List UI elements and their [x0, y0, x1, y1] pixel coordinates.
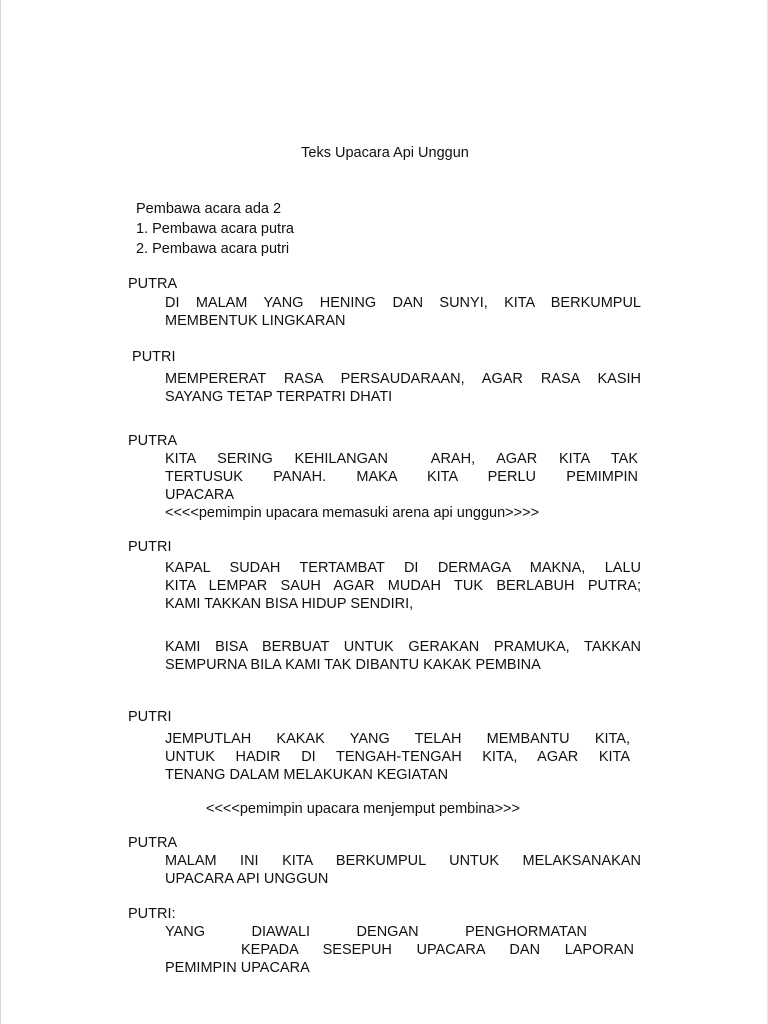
speaker-label: PUTRA [128, 835, 178, 851]
speaker-label: PUTRI [128, 349, 176, 365]
dialogue-line: KITA SERING KEHILANGAN ARAH, AGAR KITA TAK [165, 451, 638, 467]
document-title: Teks Upacara Api Unggun [301, 145, 469, 161]
intro-heading: Pembawa acara ada 2 [136, 201, 282, 217]
dialogue-line: UPACARA [165, 487, 235, 503]
dialogue-block [241, 941, 634, 959]
stage-direction: <<<<pemimpin upacara memasuki arena api unggun>>>> [165, 505, 540, 521]
dialogue-line: SAYANG TETAP TERPATRI DHATI [165, 389, 393, 405]
dialogue-line: KEPADA SESEPUH UPACARA DAN LAPORAN [241, 942, 634, 958]
dialogue-line: DI MALAM YANG HENING DAN SUNYI, KITA BERKUMPUL [165, 295, 641, 311]
dialogue-line: TENANG DALAM MELAKUKAN KEGIATAN [165, 767, 449, 783]
dialogue-block [165, 923, 587, 941]
dialogue-block [165, 450, 638, 522]
dialogue-block [165, 638, 641, 674]
dialogue-line: YANG DIAWALI DENGAN PENGHORMATAN [165, 924, 587, 940]
dialogue-line: SEMPURNA BILA KAMI TAK DIBANTU KAKAK PEMBINA [165, 657, 541, 673]
speaker-label: PUTRI [128, 709, 172, 725]
speaker-label: PUTRA [128, 433, 178, 449]
intro-item-2: 2. Pembawa acara putri [136, 241, 290, 257]
dialogue-line: PEMIMPIN UPACARA [165, 960, 310, 976]
dialogue-line: TERTUSUK PANAH. MAKA KITA PERLU PEMIMPIN [165, 469, 638, 485]
dialogue-block [165, 559, 641, 613]
dialogue-block [165, 294, 641, 330]
dialogue-line: KITA LEMPAR SAUH AGAR MUDAH TUK BERLABUH PUTRA; [165, 578, 641, 594]
dialogue-line: MALAM INI KITA BERKUMPUL UNTUK MELAKSANAKAN [165, 853, 641, 869]
dialogue-block [165, 852, 641, 888]
speaker-label: PUTRI: [128, 906, 176, 922]
dialogue-block [165, 730, 630, 784]
speaker-label: PUTRA [128, 276, 178, 292]
dialogue-line: KAPAL SUDAH TERTAMBAT DI DERMAGA MAKNA, LALU [165, 560, 641, 576]
dialogue-line: UNTUK HADIR DI TENGAH-TENGAH KITA, AGAR KITA [165, 749, 630, 765]
dialogue-line: JEMPUTLAH KAKAK YANG TELAH MEMBANTU KITA, [165, 731, 630, 747]
stage-direction: <<<<pemimpin upacara menjemput pembina>>> [206, 801, 520, 817]
dialogue-line: MEMPERERAT RASA PERSAUDARAAN, AGAR RASA KASIH [165, 371, 641, 387]
speaker-label: PUTRI [128, 539, 172, 555]
intro-item-1: 1. Pembawa acara putra [136, 221, 294, 237]
dialogue-line: MEMBENTUK LINGKARAN [165, 313, 346, 329]
dialogue-line: KAMI TAKKAN BISA HIDUP SENDIRI, [165, 596, 414, 612]
dialogue-line: KAMI BISA BERBUAT UNTUK GERAKAN PRAMUKA, TAKKAN [165, 639, 641, 655]
dialogue-line: UPACARA API UNGGUN [165, 871, 329, 887]
dialogue-block [165, 370, 641, 406]
